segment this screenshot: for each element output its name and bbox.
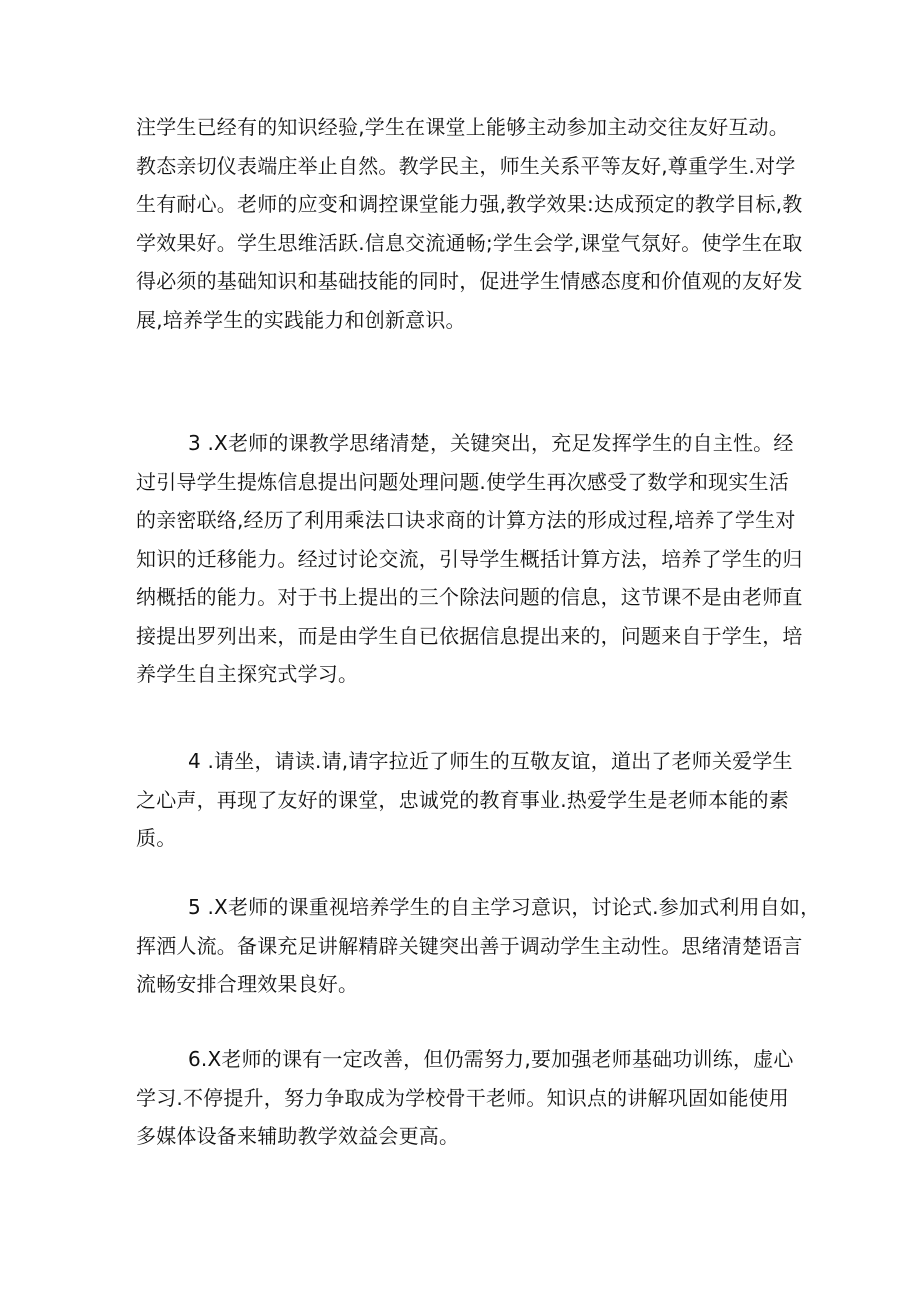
text-line: 之心声，再现了友好的课堂，忠诚党的教育事业.热爱学生是老师本能的素: [136, 787, 789, 812]
paragraph-3: [136, 424, 803, 694]
text-line: 过引导学生提炼信息提出问题处理问题.使学生再次感受了数学和现实生活: [136, 469, 789, 494]
text-line: 5 .X老师的课重视培养学生的自主学习意识，讨论式.参加式利用自如，: [188, 895, 821, 919]
text-line: 教态亲切仪表端庄举止自然。教学民主，师生关系平等友好,尊重学生.对学: [136, 153, 796, 178]
paragraph-5: [136, 888, 821, 1004]
paragraph-4: [136, 742, 796, 858]
text-line: 学效果好。学生思维活跃.信息交流通畅;学生会学,课堂气氛好。使学生在取: [136, 230, 803, 255]
text-line: 学习.不停提升，努力争取成为学校骨干老师。知识点的讲解巩固如能使用: [136, 1085, 789, 1110]
text-line: 3 .X老师的课教学思绪清楚，关键突出，充足发挥学生的自主性。经: [188, 431, 794, 455]
text-line: 质。: [136, 826, 177, 850]
text-line: 展,培养学生的实践能力和创新意识。: [136, 307, 466, 332]
text-line: 得必须的基础知识和基础技能的同时，促进学生情感态度和价值观的友好发: [136, 269, 803, 293]
paragraph-6: [136, 1040, 796, 1156]
text-line: 挥洒人流。备课充足讲解精辟关键突出善于调动学生主动性。思绪清楚语言: [136, 933, 803, 958]
text-line: 接提出罗列出来，而是由学生自已依据信息提出来的，问题来自于学生，培: [136, 623, 803, 648]
text-line: 养学生自主探究式学习。: [136, 662, 359, 686]
text-line: 知识的迁移能力。经过讨论交流，引导学生概括计算方法，培养了学生的归: [136, 546, 803, 571]
text-line: 纳概括的能力。对于书上提出的三个除法问题的信息，这节课不是由老师直: [136, 585, 803, 609]
text-line: 注学生已经有的知识经验,学生在课堂上能够主动参加主动交往友好互动。: [136, 115, 789, 139]
text-line: 6.X老师的课有一定改善，但仍需努力,要加强老师基础功训练，虚心: [188, 1047, 794, 1071]
paragraph-1: [136, 108, 803, 339]
text-line: 生有耐心。老师的应变和调控课堂能力强,教学效果:达成预定的教学目标,教: [136, 192, 803, 216]
text-line: 4 .请坐，请读.请,请字拉近了师生的互敬友谊，道出了老师关爱学生: [188, 749, 793, 773]
text-line: 的亲密联络,经历了利用乘法口诀求商的计算方法的形成过程,培养了学生对: [136, 508, 796, 532]
text-line: 多媒体设备来辅助教学效益会更高。: [136, 1124, 460, 1148]
text-line: 流畅安排合理效果良好。: [136, 972, 359, 996]
